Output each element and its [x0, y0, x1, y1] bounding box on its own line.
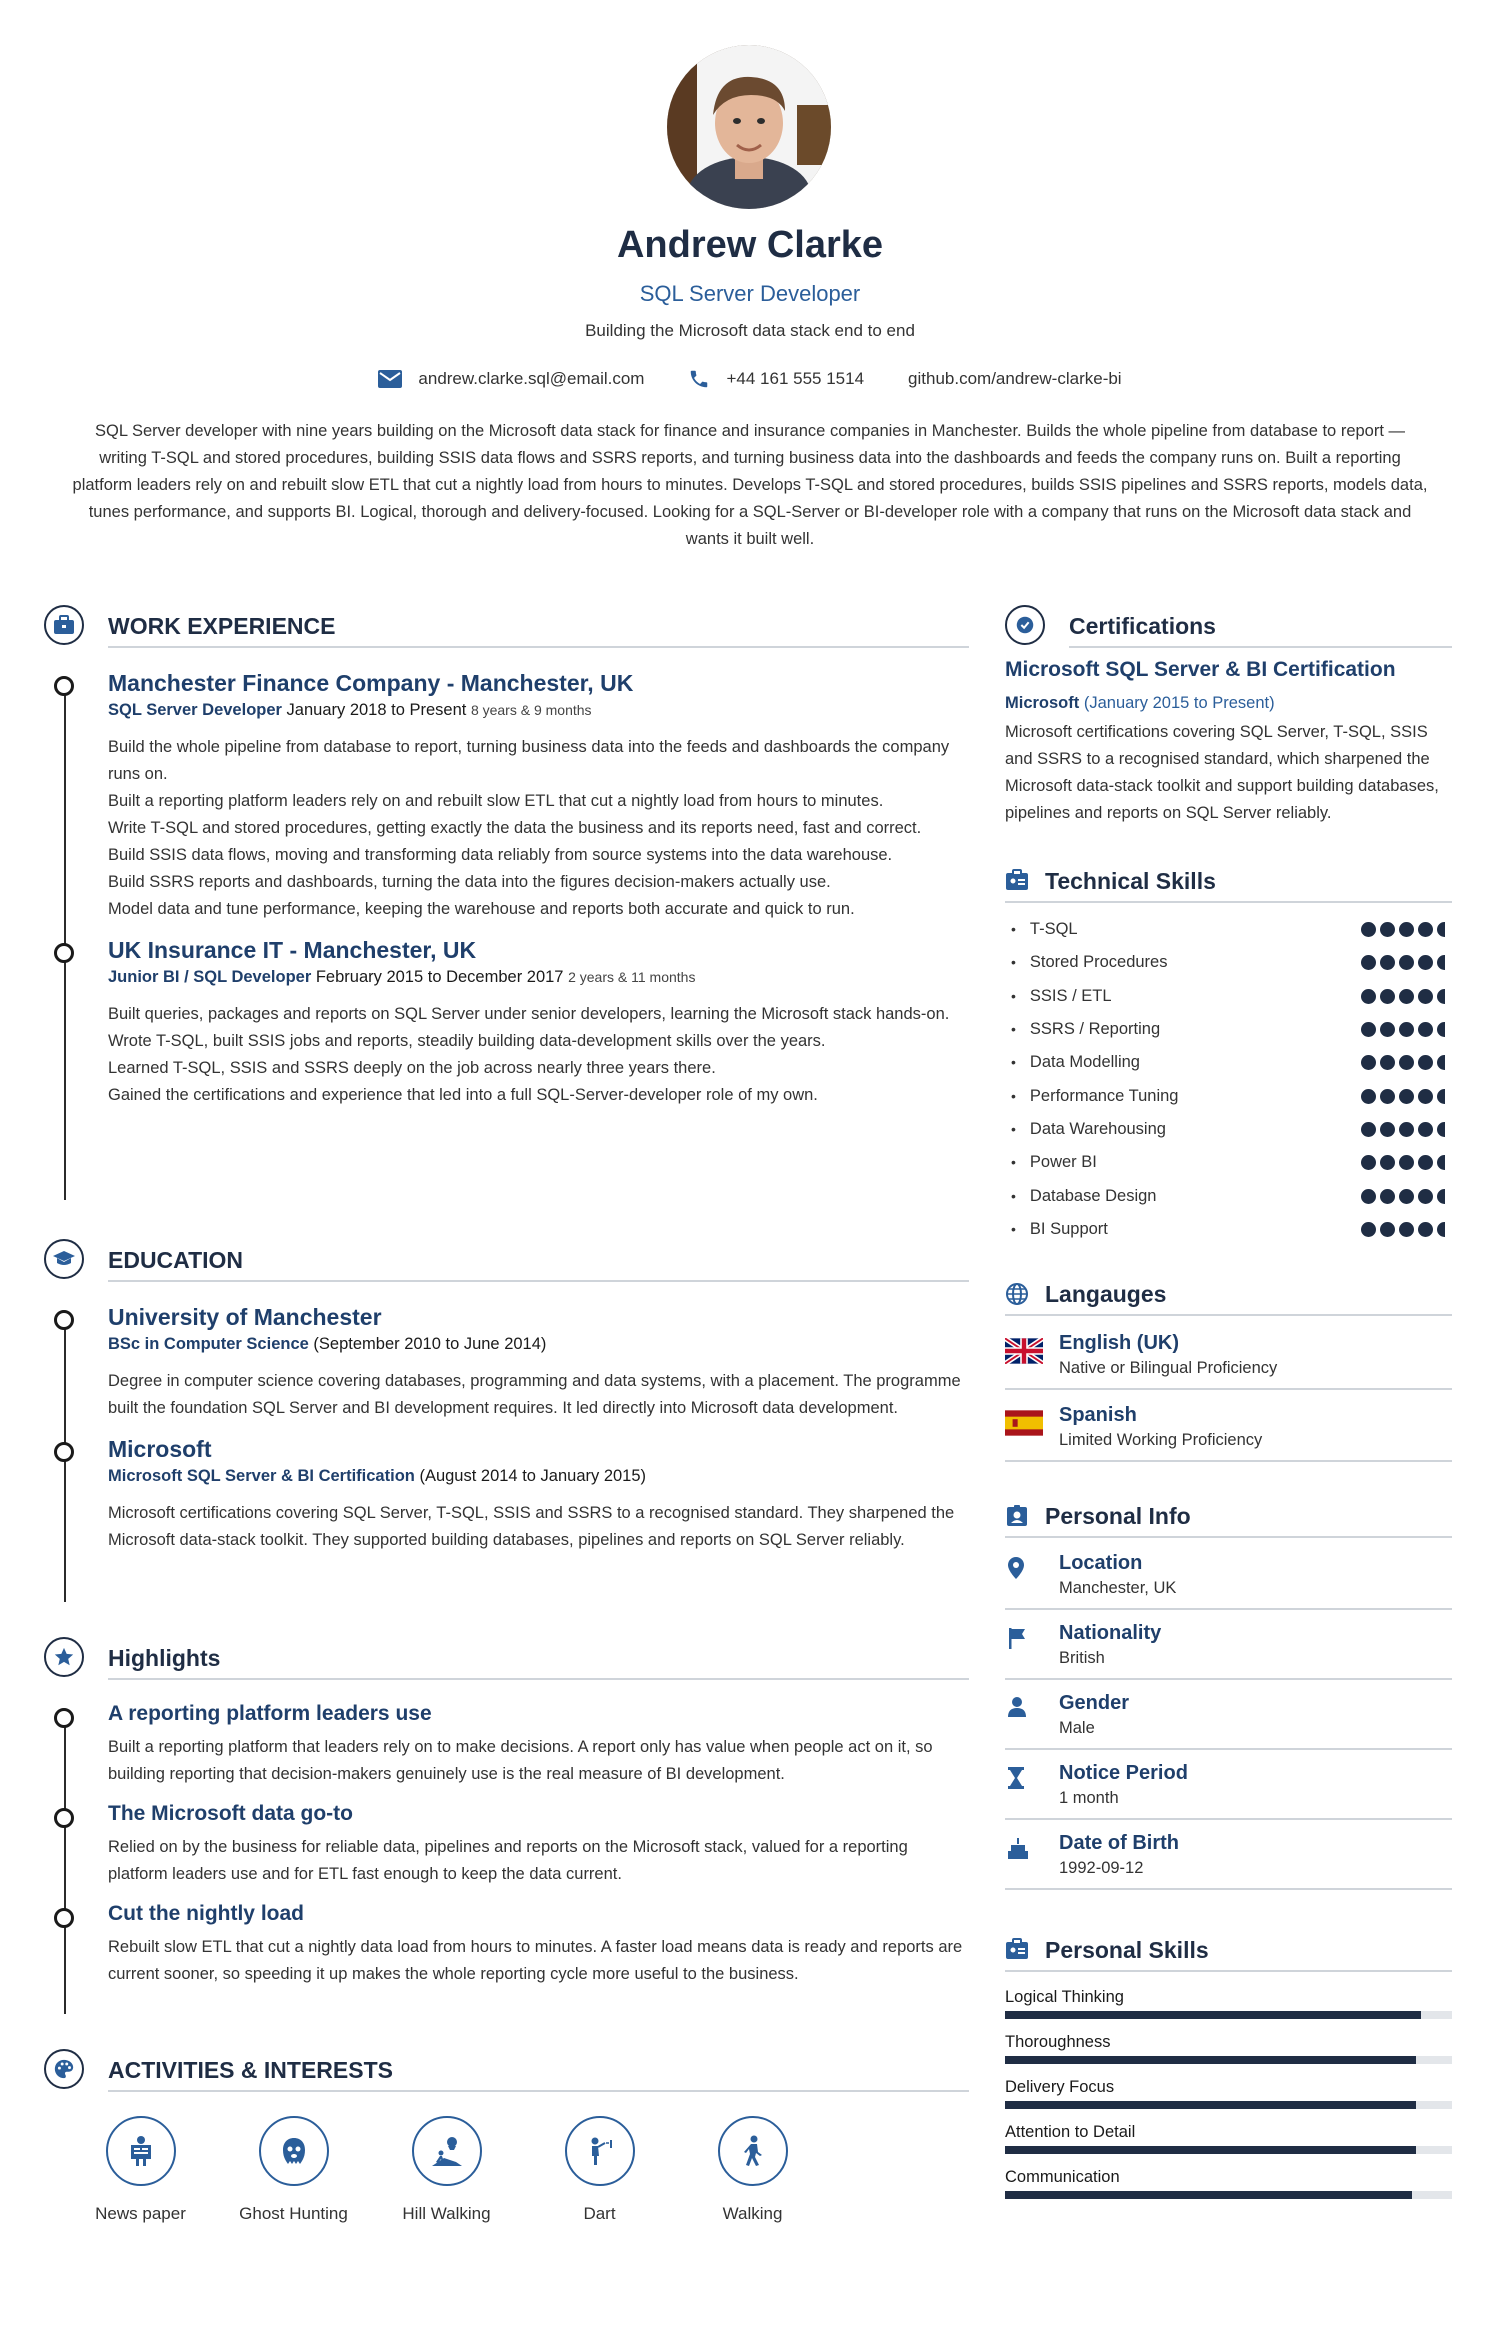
personal-skill-item — [1005, 2168, 1452, 2199]
rating-dot — [1380, 1222, 1395, 1237]
skill-name: • Stored Procedures — [1011, 953, 1167, 972]
activity-item — [217, 2116, 370, 2224]
skill-name: • BI Support — [1011, 1220, 1108, 1239]
language-item — [1005, 1318, 1452, 1390]
contact-phone[interactable] — [688, 368, 864, 390]
skill-level-bar — [1005, 2101, 1452, 2109]
certification-dates: (January 2015 to Present) — [1083, 694, 1275, 712]
highlight-entry — [108, 1800, 969, 1888]
skill-level-fill — [1005, 2146, 1416, 2154]
rating-half-dot — [1437, 1022, 1445, 1037]
personal-skill-item — [1005, 2123, 1452, 2154]
work-timeline — [44, 668, 969, 1200]
highlight-body: Relied on by the business for reliable data, pipelines and reports on the Microsoft stack, valued for a reporting platform leaders use and for ETL fast enough to keep the data current. — [108, 1838, 908, 1883]
personal-skills-header — [1005, 1924, 1452, 1974]
job-title: SQL Server Developer — [639, 281, 861, 306]
skill-name: • SSIS / ETL — [1011, 987, 1112, 1006]
dates: January 2018 to Present — [286, 701, 467, 719]
rating-dot — [1418, 1089, 1433, 1104]
skill-rating — [1357, 1222, 1452, 1237]
language-level: Limited Working Proficiency — [1059, 1430, 1263, 1449]
info-key: Nationality — [1059, 1621, 1162, 1644]
skill-name: • Data Modelling — [1011, 1053, 1140, 1072]
right-column — [1005, 600, 1452, 2199]
left-column — [44, 600, 969, 2224]
dates: February 2015 to December 2017 — [315, 968, 564, 986]
highlights-timeline — [44, 1700, 969, 2014]
technical-skill-item — [1005, 1213, 1452, 1246]
section-title: Personal Skills — [1045, 1936, 1209, 1963]
star-icon — [44, 1637, 84, 1677]
rating-dot — [1399, 1122, 1414, 1137]
certification-description: Microsoft certifications covering SQL Server, T-SQL, SSIS and SSRS to a recognised standard, which sharpened the Microsoft data-stack toolkit and support building databases, pipelines and reports on SQL Server reliably. — [1005, 723, 1439, 822]
degree-line — [108, 1464, 969, 1488]
rating-dot — [1418, 989, 1433, 1004]
skill-name: • Power BI — [1011, 1153, 1097, 1172]
work-line: Built queries, packages and reports on SQL Server under senior developers, learning the Microsoft stack hands-on. — [108, 1005, 950, 1023]
highlight-title: The Microsoft data go-to — [108, 1802, 353, 1825]
timeline-dot — [54, 943, 74, 963]
section-title: Certifications — [1069, 613, 1216, 639]
rating-half-dot — [1437, 955, 1445, 970]
institution: Microsoft — [108, 1436, 212, 1462]
skill-rating — [1357, 989, 1452, 1004]
work-line: Model data and tune performance, keeping the warehouse and reports both accurate and quick to run. — [108, 900, 855, 918]
rating-dot — [1380, 1189, 1395, 1204]
info-key: Gender — [1059, 1691, 1130, 1714]
institution: University of Manchester — [108, 1304, 382, 1330]
rating-dot — [1380, 1055, 1395, 1070]
rating-dot — [1361, 1022, 1376, 1037]
rating-dot — [1399, 955, 1414, 970]
rating-half-dot — [1437, 989, 1445, 1004]
degree-line — [108, 1332, 969, 1356]
rating-dot — [1380, 1022, 1395, 1037]
highlight-body: Rebuilt slow ETL that cut a nightly data load from hours to minutes. A faster load means data is ready and reports are current sooner, so speeding it up makes the whole reporting cycle more useful to the business. — [108, 1938, 963, 1983]
github-text: github.com/andrew-clarke-bi — [908, 369, 1122, 388]
skill-rating — [1357, 1189, 1452, 1204]
certifications-header — [1005, 600, 1452, 650]
rating-half-dot — [1437, 1155, 1445, 1170]
flag-icon — [1005, 1626, 1043, 1650]
role: Junior BI / SQL Developer — [108, 968, 312, 986]
dates: (September 2010 to June 2014) — [313, 1335, 547, 1353]
skill-level-bar — [1005, 2011, 1452, 2019]
work-entry — [108, 668, 969, 923]
newspaper-reader-icon — [106, 2116, 176, 2186]
rating-dot — [1418, 1222, 1433, 1237]
work-line: Learned T-SQL, SSIS and SSRS deeply on the job across nearly three years there. — [108, 1059, 716, 1077]
skill-level-bar — [1005, 2191, 1452, 2199]
skill-rating — [1357, 1089, 1452, 1104]
employer: Manchester Finance Company - Manchester, UK — [108, 670, 634, 696]
rating-dot — [1418, 1122, 1433, 1137]
profile-photo — [667, 45, 831, 209]
rating-dot — [1380, 1089, 1395, 1104]
work-entry — [108, 935, 969, 1109]
work-line: Build the whole pipeline from database to report, turning business data into the feeds and dashboards the company runs on. — [108, 738, 950, 783]
briefcase-icon — [44, 605, 84, 645]
rating-dot — [1361, 1155, 1376, 1170]
employer: UK Insurance IT - Manchester, UK — [108, 937, 477, 963]
rating-dot — [1418, 922, 1433, 937]
cake-icon — [1005, 1836, 1043, 1860]
skill-name: • SSRS / Reporting — [1011, 1020, 1160, 1039]
timeline-dot — [54, 676, 74, 696]
work-experience-header — [44, 600, 969, 650]
info-value: Manchester, UK — [1059, 1578, 1177, 1597]
certificate-badge-icon — [1005, 605, 1045, 645]
personal-info-date-of-birth — [1005, 1820, 1452, 1890]
rating-dot — [1361, 1122, 1376, 1137]
contact-card-icon — [1005, 1504, 1029, 1533]
role-line — [108, 965, 969, 989]
personal-skills-list — [1005, 1988, 1452, 2199]
timeline-dot — [54, 1310, 74, 1330]
activities-list — [44, 2116, 969, 2224]
personal-skill-item — [1005, 2078, 1452, 2109]
work-description — [108, 734, 969, 923]
section-rule — [1005, 901, 1452, 903]
technical-skill-item — [1005, 913, 1452, 946]
section-title: WORK EXPERIENCE — [108, 613, 336, 639]
dates: (August 2014 to January 2015) — [419, 1467, 647, 1485]
rating-half-dot — [1437, 1222, 1445, 1237]
skill-level-bar — [1005, 2146, 1452, 2154]
section-title: ACTIVITIES & INTERESTS — [108, 2057, 393, 2083]
section-rule — [108, 1280, 969, 1282]
personal-info-header — [1005, 1490, 1452, 1540]
info-value: British — [1059, 1648, 1105, 1667]
skill-name: • Database Design — [1011, 1187, 1156, 1206]
section-rule — [108, 2090, 969, 2092]
rating-dot — [1399, 1155, 1414, 1170]
issuer: Microsoft — [1005, 694, 1080, 712]
section-rule — [108, 646, 969, 648]
rating-dot — [1418, 1155, 1433, 1170]
rating-dot — [1418, 1022, 1433, 1037]
certification-issuer-line — [1005, 694, 1452, 713]
education-entry — [108, 1434, 969, 1554]
rating-dot — [1361, 922, 1376, 937]
palette-icon — [44, 2049, 84, 2089]
activity-label: Dart — [583, 2204, 616, 2223]
rating-dot — [1361, 1189, 1376, 1204]
rating-dot — [1399, 922, 1414, 937]
rating-dot — [1399, 989, 1414, 1004]
rating-dot — [1361, 1055, 1376, 1070]
language-name: Spanish — [1059, 1403, 1137, 1426]
duration: 2 years & 11 months — [568, 969, 696, 985]
technical-skill-item — [1005, 1046, 1452, 1079]
skill-level-fill — [1005, 2011, 1421, 2019]
work-line: Write T-SQL and stored procedures, getting exactly the data the business and its reports need, fast and correct. — [108, 819, 922, 837]
graduation-cap-icon — [44, 1239, 84, 1279]
rating-half-dot — [1437, 1089, 1445, 1104]
info-key: Notice Period — [1059, 1761, 1188, 1784]
candidate-name: Andrew Clarke — [616, 224, 884, 266]
ghost-icon — [259, 2116, 329, 2186]
rating-dot — [1418, 1055, 1433, 1070]
activity-label: News paper — [95, 2204, 186, 2223]
technical-skills-header — [1005, 855, 1452, 905]
personal-info-gender — [1005, 1680, 1452, 1750]
skill-rating — [1357, 922, 1452, 937]
contact-email[interactable] — [378, 369, 644, 389]
work-line: Build SSRS reports and dashboards, turning the data into the figures decision-makers actually use. — [108, 873, 831, 891]
technical-skill-item — [1005, 1079, 1452, 1112]
skill-level-fill — [1005, 2191, 1412, 2199]
technical-skill-item — [1005, 1146, 1452, 1179]
technical-skill-item — [1005, 1013, 1452, 1046]
activity-label: Ghost Hunting — [239, 2204, 348, 2223]
education-timeline — [44, 1302, 969, 1602]
personal-info-location — [1005, 1540, 1452, 1610]
skill-level-fill — [1005, 2056, 1416, 2064]
person-icon — [1005, 1696, 1043, 1718]
rating-half-dot — [1437, 1189, 1445, 1204]
personal-info-nationality — [1005, 1610, 1452, 1680]
personal-skill-name: Communication — [1005, 2167, 1120, 2186]
timeline-dot — [54, 1708, 74, 1728]
activity-item — [676, 2116, 829, 2224]
language-item — [1005, 1390, 1452, 1462]
work-line: Built a reporting platform leaders rely on and rebuilt slow ETL that cut a nightly load from hours to minutes. — [108, 792, 884, 810]
personal-skill-name: Delivery Focus — [1005, 2077, 1115, 2096]
technical-skills-list — [1005, 913, 1452, 1246]
highlight-title: A reporting platform leaders use — [108, 1702, 432, 1725]
skill-rating — [1357, 955, 1452, 970]
language-level: Native or Bilingual Proficiency — [1059, 1358, 1278, 1377]
language-name: English (UK) — [1059, 1331, 1179, 1354]
skill-rating — [1357, 1122, 1452, 1137]
section-title: Highlights — [108, 1645, 221, 1671]
work-description — [108, 1001, 969, 1109]
dart-player-icon — [565, 2116, 635, 2186]
skill-rating — [1357, 1055, 1452, 1070]
activity-label: Walking — [722, 2204, 783, 2223]
skill-name: • Data Warehousing — [1011, 1120, 1166, 1139]
tagline: Building the Microsoft data stack end to end — [585, 321, 915, 340]
highlights-header — [44, 1632, 969, 1682]
activity-item — [523, 2116, 676, 2224]
rating-dot — [1361, 1222, 1376, 1237]
spain-flag-icon — [1005, 1410, 1043, 1436]
skill-rating — [1357, 1155, 1452, 1170]
languages-header — [1005, 1268, 1452, 1318]
personal-skill-item — [1005, 2033, 1452, 2064]
rating-dot — [1380, 989, 1395, 1004]
technical-skill-item — [1005, 980, 1452, 1013]
rating-dot — [1418, 1189, 1433, 1204]
rating-dot — [1399, 1189, 1414, 1204]
rating-dot — [1380, 922, 1395, 937]
work-line: Build SSIS data flows, moving and transforming data reliably from source systems into the data warehouse. — [108, 846, 893, 864]
section-rule — [1005, 1314, 1452, 1316]
section-rule — [1069, 646, 1452, 648]
degree: BSc in Computer Science — [108, 1335, 309, 1353]
info-value: 1992-09-12 — [1059, 1858, 1144, 1877]
activity-item — [64, 2116, 217, 2224]
section-rule — [108, 1678, 969, 1680]
hill-walker-icon — [412, 2116, 482, 2186]
rating-dot — [1361, 955, 1376, 970]
uk-flag-icon — [1005, 1338, 1043, 1364]
section-title: Personal Info — [1045, 1502, 1191, 1529]
education-entry — [108, 1302, 969, 1422]
section-title: Langauges — [1045, 1280, 1167, 1307]
certification-title: Microsoft SQL Server & BI Certification — [1005, 658, 1396, 681]
rating-dot — [1361, 989, 1376, 1004]
info-key: Location — [1059, 1551, 1143, 1574]
skill-rating — [1357, 1022, 1452, 1037]
contact-github[interactable] — [908, 369, 1122, 389]
personal-skill-name: Logical Thinking — [1005, 1987, 1124, 2006]
rating-dot — [1361, 1089, 1376, 1104]
info-value: Male — [1059, 1718, 1095, 1737]
role-line — [108, 698, 969, 722]
profile-summary: SQL Server developer with nine years building on the Microsoft data stack for finance and insurance companies in Manchester. Builds the whole pipeline from database to report — writing T-SQL and stored procedures, building SSIS data flows and SSRS reports, and turning business data into the dashboards and feeds the company runs on. Built a reporting platform leaders rely on and rebuilt slow ETL that cut a nightly load from hours to minutes. Develops T-SQL and stored procedures, builds SSIS pipelines and SSRS reports, models data, tunes performance, and supports BI. Logical, thorough and delivery-focused. Looking for a SQL-Server or BI-developer role with a company that runs on the Microsoft data stack and wants it built well. — [72, 422, 1428, 548]
education-header — [44, 1234, 969, 1284]
phone-icon — [688, 368, 710, 390]
rating-half-dot — [1437, 1055, 1445, 1070]
rating-dot — [1399, 1222, 1414, 1237]
skill-name: • Performance Tuning — [1011, 1087, 1179, 1106]
rating-dot — [1399, 1089, 1414, 1104]
rating-half-dot — [1437, 1122, 1445, 1137]
walking-person-icon — [718, 2116, 788, 2186]
work-line: Gained the certifications and experience that led into a full SQL-Server-developer role of my own. — [108, 1086, 818, 1104]
rating-dot — [1380, 1155, 1395, 1170]
rating-dot — [1380, 955, 1395, 970]
id-badge-icon — [1005, 1938, 1029, 1965]
education-description: Microsoft certifications covering SQL Server, T-SQL, SSIS and SSRS to a recognised standard. They sharpened the Microsoft data-stack toolkit. They supported building databases, pipelines and reports on SQL Server reliably. — [108, 1504, 955, 1549]
activity-item — [370, 2116, 523, 2224]
phone-text: +44 161 555 1514 — [726, 369, 865, 388]
section-title: EDUCATION — [108, 1247, 244, 1273]
skill-level-fill — [1005, 2101, 1416, 2109]
globe-icon — [1005, 1282, 1029, 1311]
activity-label: Hill Walking — [402, 2204, 491, 2223]
technical-skill-item — [1005, 946, 1452, 979]
personal-info-notice-period — [1005, 1750, 1452, 1820]
work-line: Wrote T-SQL, built SSIS jobs and reports, steadily building data-development skills over the years. — [108, 1032, 826, 1050]
section-rule — [1005, 1536, 1452, 1538]
email-icon — [378, 370, 402, 388]
degree: Microsoft SQL Server & BI Certification — [108, 1467, 415, 1485]
rating-dot — [1399, 1055, 1414, 1070]
timeline-dot — [54, 1908, 74, 1928]
info-value: 1 month — [1059, 1788, 1119, 1807]
section-title: Technical Skills — [1045, 868, 1216, 894]
highlight-entry — [108, 1700, 969, 1788]
highlight-body: Built a reporting platform that leaders rely on to make decisions. A report only has value when people act on it, so building reporting that decision-makers genuinely use is the real measure of BI development. — [108, 1738, 933, 1783]
skill-level-bar — [1005, 2056, 1452, 2064]
rating-dot — [1399, 1022, 1414, 1037]
personal-skill-name: Attention to Detail — [1005, 2122, 1136, 2141]
timeline-dot — [54, 1442, 74, 1462]
duration: 8 years & 9 months — [470, 702, 592, 718]
rating-half-dot — [1437, 922, 1445, 937]
technical-skill-item — [1005, 1179, 1452, 1212]
email-text: andrew.clarke.sql@email.com — [418, 369, 645, 388]
info-key: Date of Birth — [1059, 1831, 1179, 1854]
role: SQL Server Developer — [108, 701, 282, 719]
hourglass-icon — [1005, 1766, 1043, 1790]
technical-skill-item — [1005, 1113, 1452, 1146]
personal-skill-name: Thoroughness — [1005, 2032, 1111, 2051]
rating-dot — [1418, 955, 1433, 970]
education-description: Degree in computer science covering databases, programming and data systems, with a placement. The programme built the foundation SQL Server and BI development requires. It led directly into Microsoft data development. — [108, 1372, 961, 1417]
map-pin-icon — [1005, 1556, 1043, 1580]
highlight-title: Cut the nightly load — [108, 1902, 304, 1925]
id-badge-icon — [1005, 869, 1029, 896]
highlight-entry — [108, 1900, 969, 1988]
rating-dot — [1380, 1122, 1395, 1137]
section-rule — [1005, 1970, 1452, 1972]
personal-skill-item — [1005, 1988, 1452, 2019]
timeline-line — [64, 1718, 66, 2014]
activities-header — [44, 2044, 969, 2094]
contact-bar — [0, 368, 1500, 390]
skill-name: • T-SQL — [1011, 920, 1078, 939]
timeline-dot — [54, 1808, 74, 1828]
